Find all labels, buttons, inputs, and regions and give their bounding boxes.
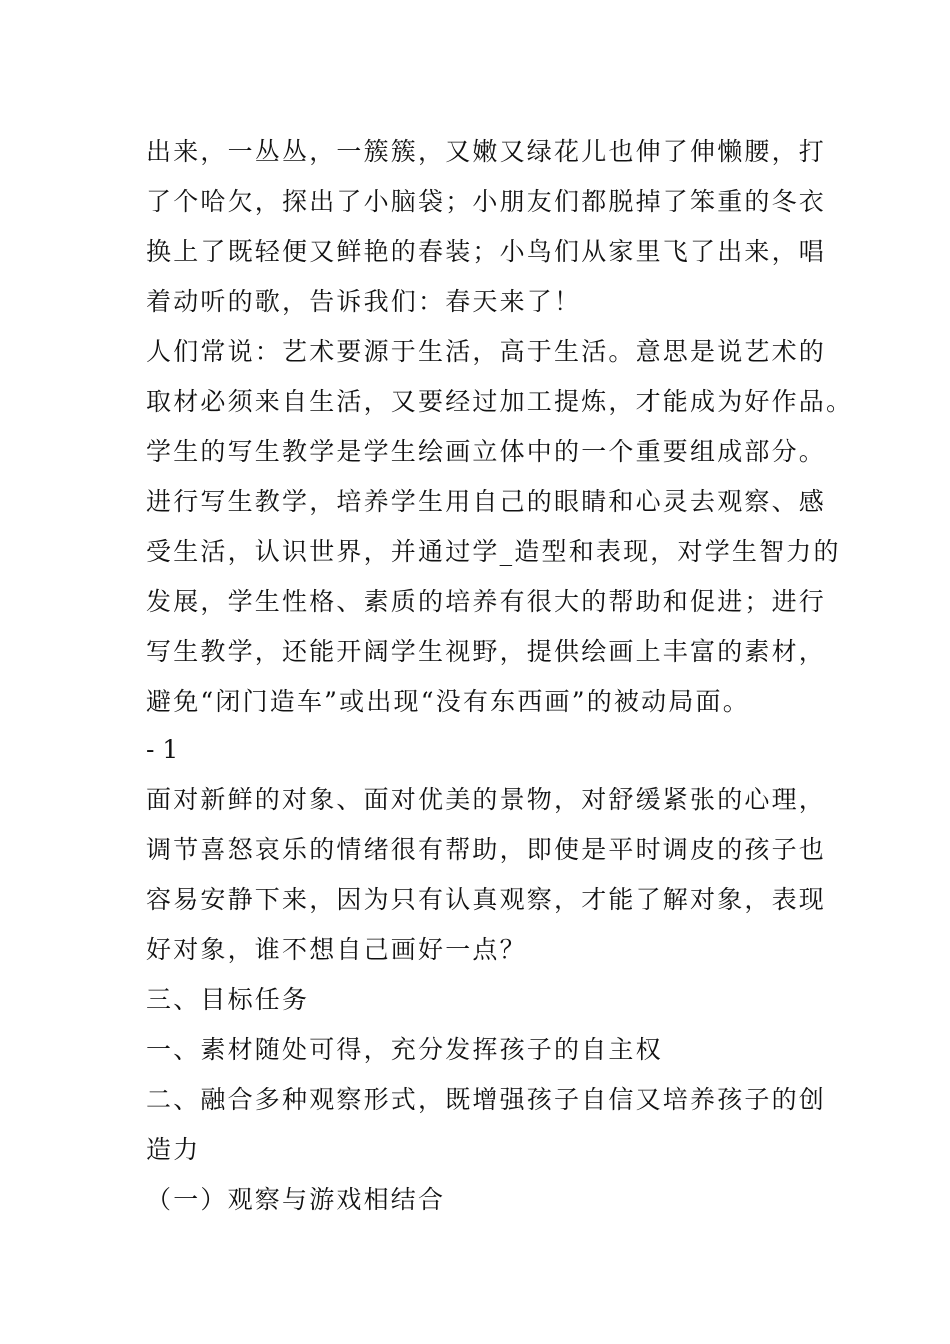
section-heading: 三、目标任务 xyxy=(146,985,310,1014)
text-line: 面对新鲜的对象、面对优美的景物，对舒缓紧张的心理， xyxy=(146,785,827,814)
text-line: 了个哈欠，探出了小脑袋；小朋友们都脱掉了笨重的冬衣 xyxy=(146,187,827,216)
subsection-heading: （一）观察与游戏相结合 xyxy=(146,1185,446,1214)
text-line: 避免“闭门造车”或出现“没有东西画”的被动局面。 xyxy=(146,687,750,716)
text-line: 好对象，谁不想自己画好一点？ xyxy=(146,935,527,964)
text-line: 着动听的歌，告诉我们：春天来了！ xyxy=(146,287,582,316)
text-line: 写生教学，还能开阔学生视野，提供绘画上丰富的素材， xyxy=(146,637,827,666)
text-line: 发展，学生性格、素质的培养有很大的帮助和促进；进行 xyxy=(146,587,827,616)
text-line: 造力 xyxy=(146,1135,201,1164)
text-line: 出来，一丛丛，一簇簇，又嫩又绿花儿也伸了伸懒腰，打 xyxy=(146,137,827,166)
text-line: 二、融合多种观察形式，既增强孩子自信又培养孩子的创 xyxy=(146,1085,827,1114)
page-number: - 1 xyxy=(146,735,179,764)
text-line: 人们常说：艺术要源于生活，高于生活。意思是说艺术的 xyxy=(146,337,827,366)
text-line: 进行写生教学，培养学生用自己的眼睛和心灵去观察、感 xyxy=(146,487,827,516)
text-line: 容易安静下来，因为只有认真观察，才能了解对象，表现 xyxy=(146,885,827,914)
text-line: 取材必须来自生活，又要经过加工提炼，才能成为好作品。 xyxy=(146,387,854,416)
text-line: 调节喜怒哀乐的情绪很有帮助，即使是平时调皮的孩子也 xyxy=(146,835,827,864)
text-line: 学生的写生教学是学生绘画立体中的一个重要组成部分。 xyxy=(146,437,827,466)
text-line: 受生活，认识世界，并通过学_造型和表现，对学生智力的 xyxy=(146,537,841,566)
text-line: 换上了既轻便又鲜艳的春装；小鸟们从家里飞了出来，唱 xyxy=(146,237,827,266)
text-line: 一、素材随处可得，充分发挥孩子的自主权 xyxy=(146,1035,663,1064)
